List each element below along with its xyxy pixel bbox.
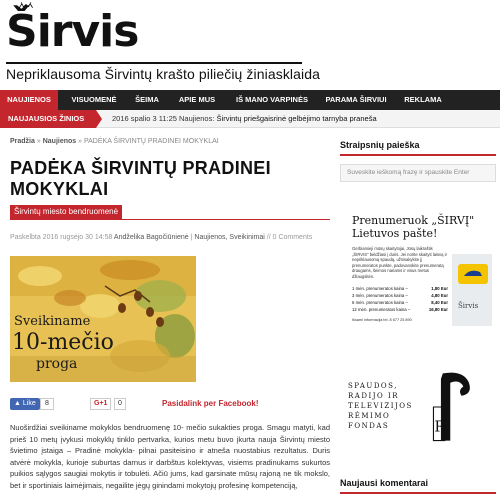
share-bar xyxy=(10,398,330,412)
featured-image xyxy=(10,256,196,382)
price-row xyxy=(352,300,448,305)
post-meta xyxy=(10,234,312,241)
ad-footer: Išsami informacija tel. 8 677 25 890 xyxy=(352,318,412,322)
fund-line: FONDAS xyxy=(348,422,390,430)
price-row xyxy=(352,307,448,312)
nav-item-apie-mus[interactable]: APIE MUS xyxy=(178,95,216,104)
price-label: 1 mėn. prenumeratos kaina – xyxy=(352,286,408,291)
widget-divider xyxy=(340,154,496,156)
ticker-item[interactable] xyxy=(112,110,377,128)
site-header xyxy=(0,0,500,90)
image-caption-line1: Sveikiname xyxy=(14,314,91,329)
search-widget-title: Straipsnių paieška xyxy=(340,140,420,150)
post-date: Paskelbta 2016 rugsėjo 30 14:58 xyxy=(10,234,113,241)
ad-title-line1: Prenumeruok „ŠIRVĮ" xyxy=(352,214,475,227)
breadcrumb-separator: » xyxy=(36,138,41,145)
search-input[interactable]: Suveskite ieškomą frazę ir spauskite Enter xyxy=(340,164,496,182)
fund-emblem-icon xyxy=(426,368,482,446)
fund-line: TELEVIZIJOS xyxy=(348,402,413,410)
nav-item-visuomene[interactable]: VISUOMENĖ xyxy=(71,95,117,104)
ticker-headline[interactable]: Širvintų priešgaisrinė gelbėjimo tarnyba praneša xyxy=(216,114,377,123)
image-caption-line3: proga xyxy=(36,356,78,372)
gplus-count: 0 xyxy=(114,398,126,410)
price-row xyxy=(352,293,448,298)
site-logo[interactable]: Širvis xyxy=(6,6,139,57)
ad-title xyxy=(352,214,474,240)
price-value: 16,80 Eur xyxy=(428,307,448,312)
google-plus-button[interactable]: G+1 xyxy=(90,398,111,410)
ticker-arrow-icon xyxy=(96,110,102,128)
nav-item-parama-sirviui[interactable]: PARAMA ŠIRVIUI xyxy=(325,95,387,104)
ad-title-line2: Lietuvos pašte! xyxy=(352,227,438,240)
meta-separator: | xyxy=(190,234,193,241)
facebook-like-button[interactable] xyxy=(10,398,40,410)
svg-text:R: R xyxy=(434,417,446,436)
price-value: 4,80 Eur xyxy=(431,293,448,298)
logo-divider xyxy=(6,62,302,64)
fb-like-label: Like xyxy=(22,400,36,407)
fund-line: SPAUDOS, xyxy=(348,382,398,390)
breadcrumb-separator: » xyxy=(78,138,83,145)
post-comments-link[interactable]: // 0 Comments xyxy=(266,234,313,241)
title-divider xyxy=(10,219,330,220)
breadcrumb-section[interactable]: Naujienos xyxy=(42,138,77,145)
post-title: PADĖKA ŠIRVINTŲ PRADINEI MOKYKLAI xyxy=(10,158,271,199)
post-horn-icon xyxy=(458,264,488,284)
nav-item-seima[interactable]: ŠEIMA xyxy=(135,95,159,104)
ticker-label: NAUJAUSIOS ŽINIOS xyxy=(0,110,96,128)
fund-logo-ad[interactable] xyxy=(340,364,496,458)
subscription-ad[interactable] xyxy=(340,206,496,328)
fb-like-count: 8 xyxy=(40,398,54,410)
nav-item-reklama[interactable]: REKLAMA xyxy=(404,95,442,104)
widget-divider xyxy=(340,492,496,494)
fund-line: RADIJO IR xyxy=(348,392,400,400)
image-caption-line2: 10-mečio xyxy=(12,330,114,355)
price-value: 1,80 Eur xyxy=(431,286,448,291)
main-nav xyxy=(0,90,500,110)
fund-line: RĖMIMO xyxy=(348,412,391,420)
post-categories[interactable]: Naujienos, Sveikinimai xyxy=(194,234,265,241)
newspaper-logo: Širvis xyxy=(458,302,479,310)
facebook-share-link[interactable]: Pasidalink per Facebook! xyxy=(162,399,259,408)
breadcrumb xyxy=(10,138,219,145)
price-label: 3 mėn. prenumeratos kaina – xyxy=(352,293,408,298)
ticker-date: 2016 spalio 3 11:25 Naujienos: xyxy=(112,114,215,123)
news-ticker xyxy=(0,110,500,128)
breadcrumb-current: PADĖKA ŠIRVINTŲ PRADINEI MOKYKLAI xyxy=(83,138,219,145)
site-tagline: Nepriklausoma Širvintų krašto piliečių žiniasklaida xyxy=(6,66,321,82)
ad-body: Gerbiamieji mūsų skaitytojai, Jūsų laikraštis „ŠIRVIS" beldžiasi į duris. Jei norite skaityti laisvą ir nepriklausomą spaudą, užsisakykite jį prenumeratos punkte, padovanokite prenumeratą draugams, šeimos nariams ir visus metus džiaugsitės. xyxy=(352,246,447,279)
category-tag[interactable]: Širvintų miesto bendruomenė xyxy=(10,205,122,219)
thumbs-up-icon: ▲ xyxy=(14,400,21,407)
nav-item-naujienos[interactable]: NAUJIENOS xyxy=(0,90,58,110)
price-value: 8,40 Eur xyxy=(431,300,448,305)
price-label: 12 mėn. prenumeratos kaina – xyxy=(352,307,411,312)
post-author[interactable]: Andželika Bagočiūnienė xyxy=(113,234,189,241)
price-label: 6 mėn. prenumeratos kaina – xyxy=(352,300,408,305)
price-row xyxy=(352,286,448,291)
breadcrumb-home[interactable]: Pradžia xyxy=(10,138,35,145)
article-body: Nuoširdžiai sveikiname mokyklos bendruomenę 10- mečio sukakties proga. Smagu matyti, kad prieš 10 metų įvykusi mokyklų tinklo pertvarka, kurios metu buvo įkurta nauja Širvintų miesto švietimo įstaiga – Pradinė mokykla- pilnai pasiteisino ir atneša nuostabius rezultatus. Duris atvėrė mokykla, kurioje suburtas darnus ir darbštus kolektyvas, visiems pradinukams sukurtos puikios sąlygos saugiai mokytis ir tobulėti. Ačiū jums, kad garsinate mūsų rajoną ne tik mokslo, bet ir sportiniais laimėjimais, negailite jėgų ginindami mokytojų profesinę kompetenciją, xyxy=(10,423,330,490)
nav-item-is-mano-varpines[interactable]: IŠ MANO VARPINĖS xyxy=(236,95,308,104)
comments-widget-title: Naujausi komentarai xyxy=(340,478,429,488)
